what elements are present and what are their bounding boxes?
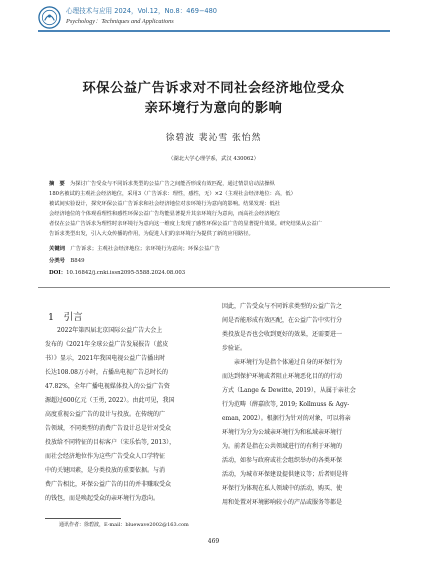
abstract-line: 告诉求类型出发，引入大众传播的作用，为促进人们的亲环境行为提供了新的应用路径。 — [49, 231, 254, 237]
body-line: 行为范畴（薛嘉欣等, 2019; Kollmuss & Agy- — [222, 401, 350, 408]
affiliation: （湖北大学心理学系，武汉 430062） — [168, 156, 259, 162]
body-line: eman, 2002）。根据行为针对的对象，可以将亲 — [222, 415, 351, 422]
paper-title-line-2: 亲环境行为意向的影响 — [144, 101, 283, 116]
body-line: 间是否能形成有效匹配，在公益广告中实行分 — [222, 317, 343, 324]
body-line: 中的关键因素，是分类投放的重要依据。与消 — [45, 467, 166, 474]
body-line: 发布的《2021年全球公益广告发展报告（蓝皮 — [45, 341, 169, 348]
journal-header — [0, 0, 427, 44]
keywords-text: 广告诉求；主观社会经济地位；亲环境行为意向；环保公益广告 — [70, 246, 220, 252]
abstract-line: 会经济地位的个体观看理性和感性环保公益广告均能显著提升其亲环境行为意向，而高社会经济地位 — [49, 211, 280, 217]
abstract-line: 被试间实验设计，探究环保公益广告诉求和社会经济地位对亲环境行为意向的影响。结果发现：低社 — [49, 201, 280, 207]
classification — [49, 256, 85, 264]
body-line: 亲环境行为是指个体通过自身的环保行为 — [222, 359, 343, 366]
body-line: 高度重视公益广告的设计与投放。在传统的广 — [45, 411, 166, 418]
body-line: 的钱包，而是唤起受众的亲环境行为意向。 — [45, 495, 160, 502]
classification-text: B849 — [70, 258, 85, 264]
body-line: 费广告相比，环保公益广告的目的并非赚取受众 — [45, 481, 172, 488]
abstract-label: 摘 要 — [49, 181, 65, 187]
body-line: 环境行为分为公域亲环境行为和私域亲环境行 — [222, 429, 343, 436]
body-line: 用和处置对环境影响较小的产品或服务等都是 — [222, 499, 343, 506]
keywords — [49, 244, 220, 252]
footnote: 通讯作者：徐碧波，E-mail：bluewave2002@163.com — [59, 522, 189, 528]
journal-seal-icon — [38, 6, 61, 29]
journal-name-en: Psychology：Techniques and Applications — [66, 18, 174, 25]
abstract-line: 180名被试的主观社会经济地位，采用3（广告诉求：理性，感性，无）×2（主观社会经济地位：高，低） — [49, 191, 296, 197]
body-line: 告领域，不同类型的消费广告设计总是针对受众 — [45, 425, 172, 432]
body-line: 源超过600亿元（王勇, 2022）。由此可见，我国 — [45, 397, 175, 404]
body-line: 因此，广告受众与不同诉求类型的公益广告之 — [222, 303, 343, 310]
doi-label: DOI： — [49, 270, 67, 276]
body-line: 类投放是否也会收到更好的效果，还需要进一 — [222, 331, 343, 338]
footnote-divider — [45, 518, 121, 519]
abstract-line: 摘 要 为探讨广告受众与不同诉求类型的公益广告之间能否形成有效匹配，通过情景启动法操纵 — [49, 181, 275, 187]
body-line: 长达108.08万小时，占播出电视广告总时长的 — [45, 369, 168, 376]
body-line: 活动，为城市环保建设提供建议等；后者则是将 — [222, 471, 349, 478]
body-line: 方式（Lange & Dewitte, 2019），从属于亲社会 — [222, 387, 356, 394]
body-line: 而达到保护环境或者阻止环境恶化目的的行动 — [222, 373, 343, 380]
abstract-line: 者仅在公益广告诉求为理性时亲环境行为意向这一维度上发现了感性环保公益广告的显著提升效果。研究结果从公益广 — [49, 221, 322, 227]
body-line: 步验证。 — [222, 345, 247, 352]
body-line: 2022年第四届北京国际公益广告大会上 — [45, 327, 163, 334]
section-heading — [48, 309, 83, 323]
doi-link[interactable]: 10.16842/j.cnki.issn2095-5588.2024.08.003 — [66, 270, 186, 276]
journal-name-cn: 心理技术与应用 2024，Vol.12，No.8：469−480 — [66, 7, 218, 15]
section-title: 引言 — [63, 312, 83, 323]
section-number: 1 — [48, 312, 55, 323]
page-number: 469 — [207, 538, 220, 545]
body-line: 投放给不同特征的目标客户（宋乐怡等, 2013）， — [45, 439, 176, 446]
classification-label: 分类号 — [49, 258, 66, 264]
body-line: 为。前者是指在公共领域进行的有利于环境的 — [222, 443, 343, 450]
paper-title-line-1: 环保公益广告诉求对不同社会经济地位受众 — [82, 81, 345, 96]
authors: 徐碧波 裴沁雪 张怡然 — [165, 133, 262, 143]
doi — [49, 268, 185, 276]
body-line: 47.82%，全年广播电视媒体投入的公益广告资 — [45, 383, 170, 390]
abstract-divider — [38, 287, 390, 288]
header-divider — [38, 30, 390, 32]
body-line: 而社会经济地位作为这些广告受众人口学特征 — [45, 453, 166, 460]
body-line: 环保行为体现在私人领域中的活动，购买、使 — [222, 485, 343, 492]
keywords-label: 关键词 — [49, 246, 66, 252]
body-line: 书）》显示，2021年我国电视公益广告播出时 — [45, 355, 166, 362]
body-line: 活动，如参与政府或社会组织举办的各类环保 — [222, 457, 343, 464]
